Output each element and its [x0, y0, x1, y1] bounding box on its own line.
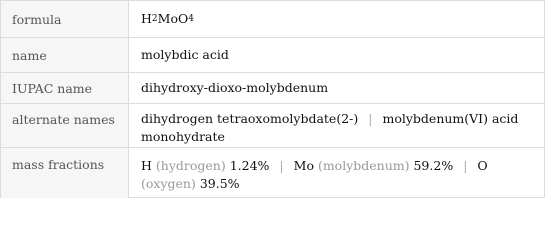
mass-fractions-value: [129, 148, 544, 198]
separator: |: [279, 158, 284, 173]
row-label-name: name: [1, 38, 129, 72]
alternate-names-value: [129, 104, 544, 147]
row-label-iupac-name: IUPAC name: [1, 73, 129, 103]
row-mass-fractions: [1, 147, 544, 198]
formula-part: H: [141, 11, 152, 26]
row-name: [1, 37, 544, 72]
row-formula: [1, 1, 544, 37]
row-label-alternate-names: alternate names: [1, 104, 129, 147]
row-label-formula: formula: [1, 1, 129, 37]
separator: |: [463, 158, 468, 173]
formula-value: H 2 MoO 4: [141, 11, 194, 26]
row-alternate-names: [1, 103, 544, 147]
element-name: (molybdenum): [317, 158, 410, 173]
mass-percent: 1.24%: [229, 158, 270, 173]
row-label-mass-fractions: mass fractions: [1, 148, 129, 198]
iupac-name-value: dihydroxy-dioxo-molybdenum: [141, 80, 329, 95]
alternate-name: molybdenum(VI) acid monohydrate: [141, 111, 519, 144]
row-iupac-name: [1, 72, 544, 103]
element-name: (oxygen): [141, 176, 196, 191]
element-symbol: Mo: [293, 158, 314, 173]
element-symbol: O: [477, 158, 488, 173]
alternate-name: dihydrogen tetraoxomolybdate(2-): [141, 111, 359, 126]
element-symbol: H: [141, 158, 152, 173]
mass-percent: 59.2%: [413, 158, 454, 173]
name-value: molybdic acid: [141, 47, 229, 62]
element-name: (hydrogen): [155, 158, 226, 173]
mass-fraction-item: [141, 158, 269, 173]
formula-part: MoO: [157, 11, 189, 26]
mass-percent: 39.5%: [199, 176, 240, 191]
mass-fraction-item: [294, 158, 454, 173]
separator: |: [368, 111, 373, 126]
